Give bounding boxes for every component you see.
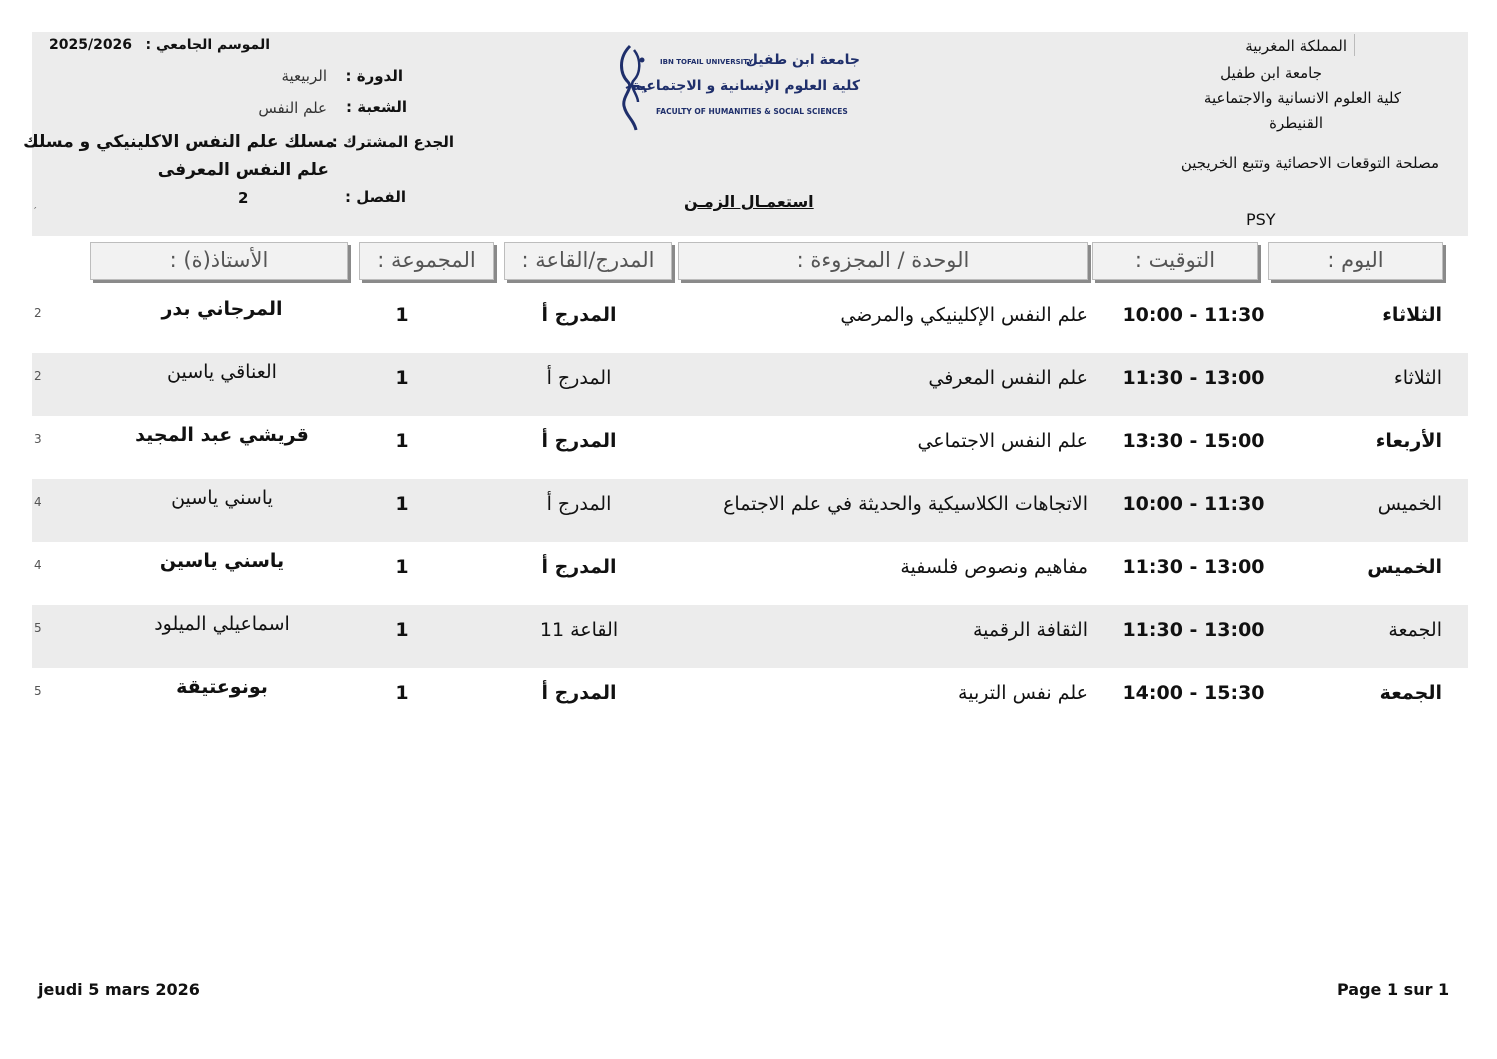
logo-english-faculty: FACULTY OF HUMANITIES & SOCIAL SCIENCES — [656, 107, 848, 116]
track-label: الجدع المشترك : — [331, 133, 454, 151]
row-group: 1 — [395, 493, 409, 515]
footer-date: jeudi 5 mars 2026 — [38, 980, 200, 999]
row-professor: قريشي عبد المجيد — [135, 424, 309, 446]
row-edge-mark: 5 — [34, 621, 42, 635]
row-edge-mark: 4 — [34, 495, 42, 509]
row-unit: علم النفس الاجتماعي — [917, 430, 1088, 452]
row-day: الخميس — [1377, 493, 1442, 515]
column-header-unit: الوحدة / المجزوءة : — [678, 242, 1088, 280]
row-day: الثلاثاء — [1382, 304, 1442, 326]
session-label: الدورة : — [345, 67, 403, 85]
service-name: مصلحة التوقعات الاحصائية وتتبع الخريجين — [1180, 154, 1439, 172]
table-row — [32, 542, 1468, 605]
row-room: المدرج أ — [541, 430, 617, 452]
logo-english-university: IBN TOFAIL UNIVERSITY — [660, 58, 754, 66]
institution-line-1: المملكة المغربية — [1245, 37, 1347, 55]
table-row — [32, 353, 1468, 416]
row-group: 1 — [395, 304, 409, 326]
divider — [1354, 34, 1355, 56]
row-time: 11:30 - 13:00 — [1122, 556, 1265, 578]
edge-mark: ′ — [34, 205, 37, 218]
university-logo — [612, 40, 864, 132]
row-room: المدرج أ — [546, 493, 612, 515]
row-room: المدرج أ — [541, 556, 617, 578]
table-row — [32, 479, 1468, 542]
season-value: 2025/2026 — [49, 37, 133, 53]
row-unit: مفاهيم ونصوص فلسفية — [900, 556, 1088, 578]
row-professor: اسماعيلي الميلود — [154, 613, 290, 635]
row-day: الثلاثاء — [1393, 367, 1442, 389]
table-row — [32, 290, 1468, 353]
row-day: الجمعة — [1388, 619, 1442, 641]
row-professor: المرجاني بدر — [161, 298, 283, 320]
row-group: 1 — [395, 619, 409, 641]
row-edge-mark: 3 — [34, 432, 42, 446]
row-time: 13:30 - 15:00 — [1122, 430, 1265, 452]
column-header-professor: الأستاذ(ة) : — [90, 242, 348, 280]
institution-line-3: كلية العلوم الانسانية والاجتماعية — [1203, 89, 1401, 107]
row-professor: ياسني ياسين — [171, 487, 273, 509]
season-label: الموسم الجامعي : — [145, 37, 270, 53]
row-unit: علم نفس التربية — [958, 682, 1088, 704]
track-value-line-1: مسلك علم النفس الاكلينيكي و مسلك — [23, 132, 335, 152]
program-code: PSY — [1246, 210, 1276, 229]
row-unit: الاتجاهات الكلاسيكية والحديثة في علم الاجتماع — [723, 493, 1088, 515]
semester-value: 2 — [238, 189, 249, 207]
institution-line-4: القنيطرة — [1269, 114, 1323, 132]
table-row — [32, 668, 1468, 731]
row-time: 11:30 - 13:00 — [1122, 367, 1265, 389]
row-unit: علم النفس المعرفي — [928, 367, 1088, 389]
row-edge-mark: 2 — [34, 306, 42, 320]
row-time: 14:00 - 15:30 — [1122, 682, 1265, 704]
row-group: 1 — [395, 556, 409, 578]
row-day: الخميس — [1367, 556, 1442, 578]
row-edge-mark: 5 — [34, 684, 42, 698]
row-room: المدرج أ — [541, 304, 617, 326]
row-professor: العناقي ياسين — [167, 361, 277, 383]
semester-label: الفصل : — [345, 188, 406, 206]
row-unit: الثقافة الرقمية — [972, 619, 1088, 641]
row-group: 1 — [395, 430, 409, 452]
column-header-time: التوقيت : — [1092, 242, 1258, 280]
schedule-title: استعمـال الزمـن — [684, 192, 814, 211]
row-time: 10:00 - 11:30 — [1122, 493, 1265, 515]
row-group: 1 — [395, 367, 409, 389]
logo-arabic-university: جامعة ابن طفيل — [745, 52, 860, 68]
row-group: 1 — [395, 682, 409, 704]
row-day: الأربعاء — [1375, 430, 1442, 452]
column-header-day: اليوم : — [1268, 242, 1443, 280]
session-value: الربيعية — [281, 67, 327, 85]
column-header-room: المدرج/القاعة : — [504, 242, 672, 280]
row-day: الجمعة — [1379, 682, 1442, 704]
column-header-group: المجموعة : — [359, 242, 494, 280]
row-room: المدرج أ — [541, 682, 617, 704]
branch-value: علم النفس — [258, 99, 327, 117]
row-edge-mark: 4 — [34, 558, 42, 572]
track-value-line-2: علم النفس المعرفى — [157, 160, 329, 180]
footer-page-number: Page 1 sur 1 — [1337, 980, 1450, 999]
row-professor: بونوعتيقة — [176, 676, 268, 698]
row-professor: ياسني ياسين — [159, 550, 285, 572]
logo-arabic-faculty: كلية العلوم الإنسانية و الاجتماعية — [632, 78, 860, 94]
row-time: 11:30 - 13:00 — [1122, 619, 1265, 641]
row-edge-mark: 2 — [34, 369, 42, 383]
institution-line-2: جامعة ابن طفيل — [1220, 64, 1322, 82]
row-time: 10:00 - 11:30 — [1122, 304, 1265, 326]
table-row — [32, 416, 1468, 479]
branch-label: الشعبة : — [346, 98, 407, 116]
table-row — [32, 605, 1468, 668]
row-room: المدرج أ — [546, 367, 612, 389]
row-room: القاعة 11 — [539, 619, 619, 641]
row-unit: علم النفس الإكلينيكي والمرضي — [840, 304, 1088, 326]
